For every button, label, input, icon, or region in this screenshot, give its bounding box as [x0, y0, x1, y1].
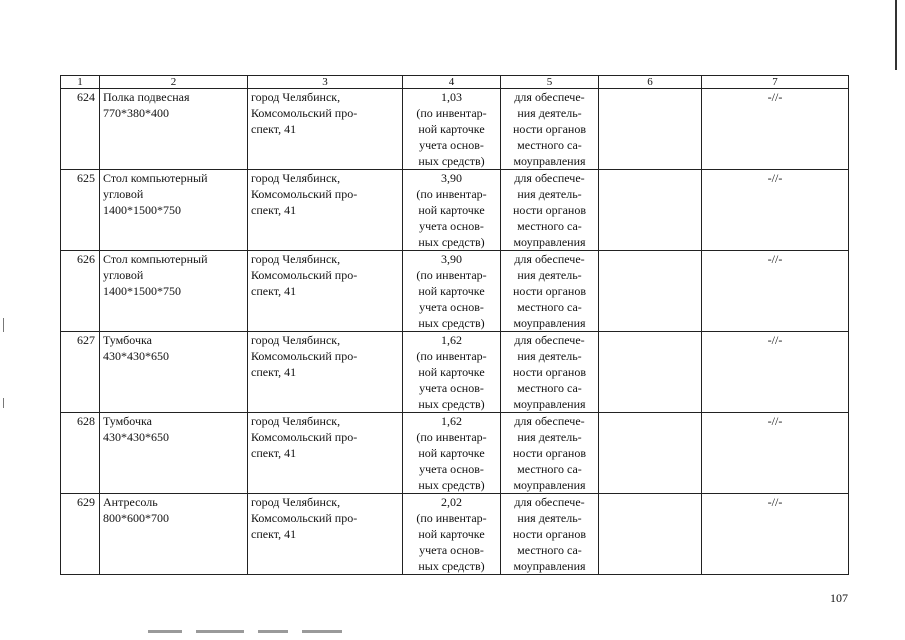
item-col6 [599, 332, 702, 413]
item-ditto-mark: -//- [702, 332, 849, 413]
column-number: 3 [248, 76, 403, 89]
item-purpose: для обеспече- ния деятель- ности органов местного са- моуправления [501, 332, 599, 413]
row-number: 627 [61, 332, 100, 413]
item-ditto-mark: -//- [702, 413, 849, 494]
item-address: город Челябинск, Комсомольский про- спект, 41 [248, 332, 403, 413]
item-address: город Челябинск, Комсомольский про- спект, 41 [248, 251, 403, 332]
column-number-row [61, 76, 849, 89]
page-number: 107 [830, 591, 848, 605]
column-number: 5 [501, 76, 599, 89]
item-col6 [599, 170, 702, 251]
row-number: 625 [61, 170, 100, 251]
item-name: Антресоль 800*600*700 [100, 494, 248, 575]
item-col6 [599, 494, 702, 575]
item-col6 [599, 413, 702, 494]
property-registry-table [60, 75, 849, 575]
scan-margin-mark [3, 398, 4, 408]
row-number: 624 [61, 89, 100, 170]
item-name: Полка подвесная 770*380*400 [100, 89, 248, 170]
table-row [61, 413, 849, 494]
column-number: 1 [61, 76, 100, 89]
item-ditto-mark: -//- [702, 170, 849, 251]
table-row [61, 89, 849, 170]
item-value: 3,90 (по инвентар- ной карточке учета основ- ных средств) [403, 170, 501, 251]
item-name: Стол компьютерный угловой 1400*1500*750 [100, 251, 248, 332]
item-purpose: для обеспече- ния деятель- ности органов местного са- моуправления [501, 170, 599, 251]
item-purpose: для обеспече- ния деятель- ности органов местного са- моуправления [501, 89, 599, 170]
item-col6 [599, 89, 702, 170]
column-number: 7 [702, 76, 849, 89]
column-number: 6 [599, 76, 702, 89]
item-col6 [599, 251, 702, 332]
item-purpose: для обеспече- ния деятель- ности органов местного са- моуправления [501, 251, 599, 332]
item-value: 2,02 (по инвентар- ной карточке учета основ- ных средств) [403, 494, 501, 575]
cropped-footer-text [148, 630, 398, 636]
row-number: 628 [61, 413, 100, 494]
item-purpose: для обеспече- ния деятель- ности органов местного са- моуправления [501, 494, 599, 575]
item-ditto-mark: -//- [702, 494, 849, 575]
table-row [61, 251, 849, 332]
scan-edge-line [895, 0, 897, 70]
table-row [61, 170, 849, 251]
row-number: 629 [61, 494, 100, 575]
table-row [61, 332, 849, 413]
column-number: 2 [100, 76, 248, 89]
item-ditto-mark: -//- [702, 251, 849, 332]
item-value: 3,90 (по инвентар- ной карточке учета основ- ных средств) [403, 251, 501, 332]
item-ditto-mark: -//- [702, 89, 849, 170]
item-name: Тумбочка 430*430*650 [100, 413, 248, 494]
item-purpose: для обеспече- ния деятель- ности органов местного са- моуправления [501, 413, 599, 494]
item-name: Стол компьютерный угловой 1400*1500*750 [100, 170, 248, 251]
row-number: 626 [61, 251, 100, 332]
item-value: 1,62 (по инвентар- ной карточке учета основ- ных средств) [403, 413, 501, 494]
item-value: 1,03 (по инвентар- ной карточке учета основ- ных средств) [403, 89, 501, 170]
table-row [61, 494, 849, 575]
item-address: город Челябинск, Комсомольский про- спект, 41 [248, 89, 403, 170]
item-value: 1,62 (по инвентар- ной карточке учета основ- ных средств) [403, 332, 501, 413]
column-number: 4 [403, 76, 501, 89]
scan-margin-mark [3, 318, 4, 332]
item-address: город Челябинск, Комсомольский про- спект, 41 [248, 413, 403, 494]
item-address: город Челябинск, Комсомольский про- спект, 41 [248, 170, 403, 251]
item-name: Тумбочка 430*430*650 [100, 332, 248, 413]
item-address: город Челябинск, Комсомольский про- спект, 41 [248, 494, 403, 575]
